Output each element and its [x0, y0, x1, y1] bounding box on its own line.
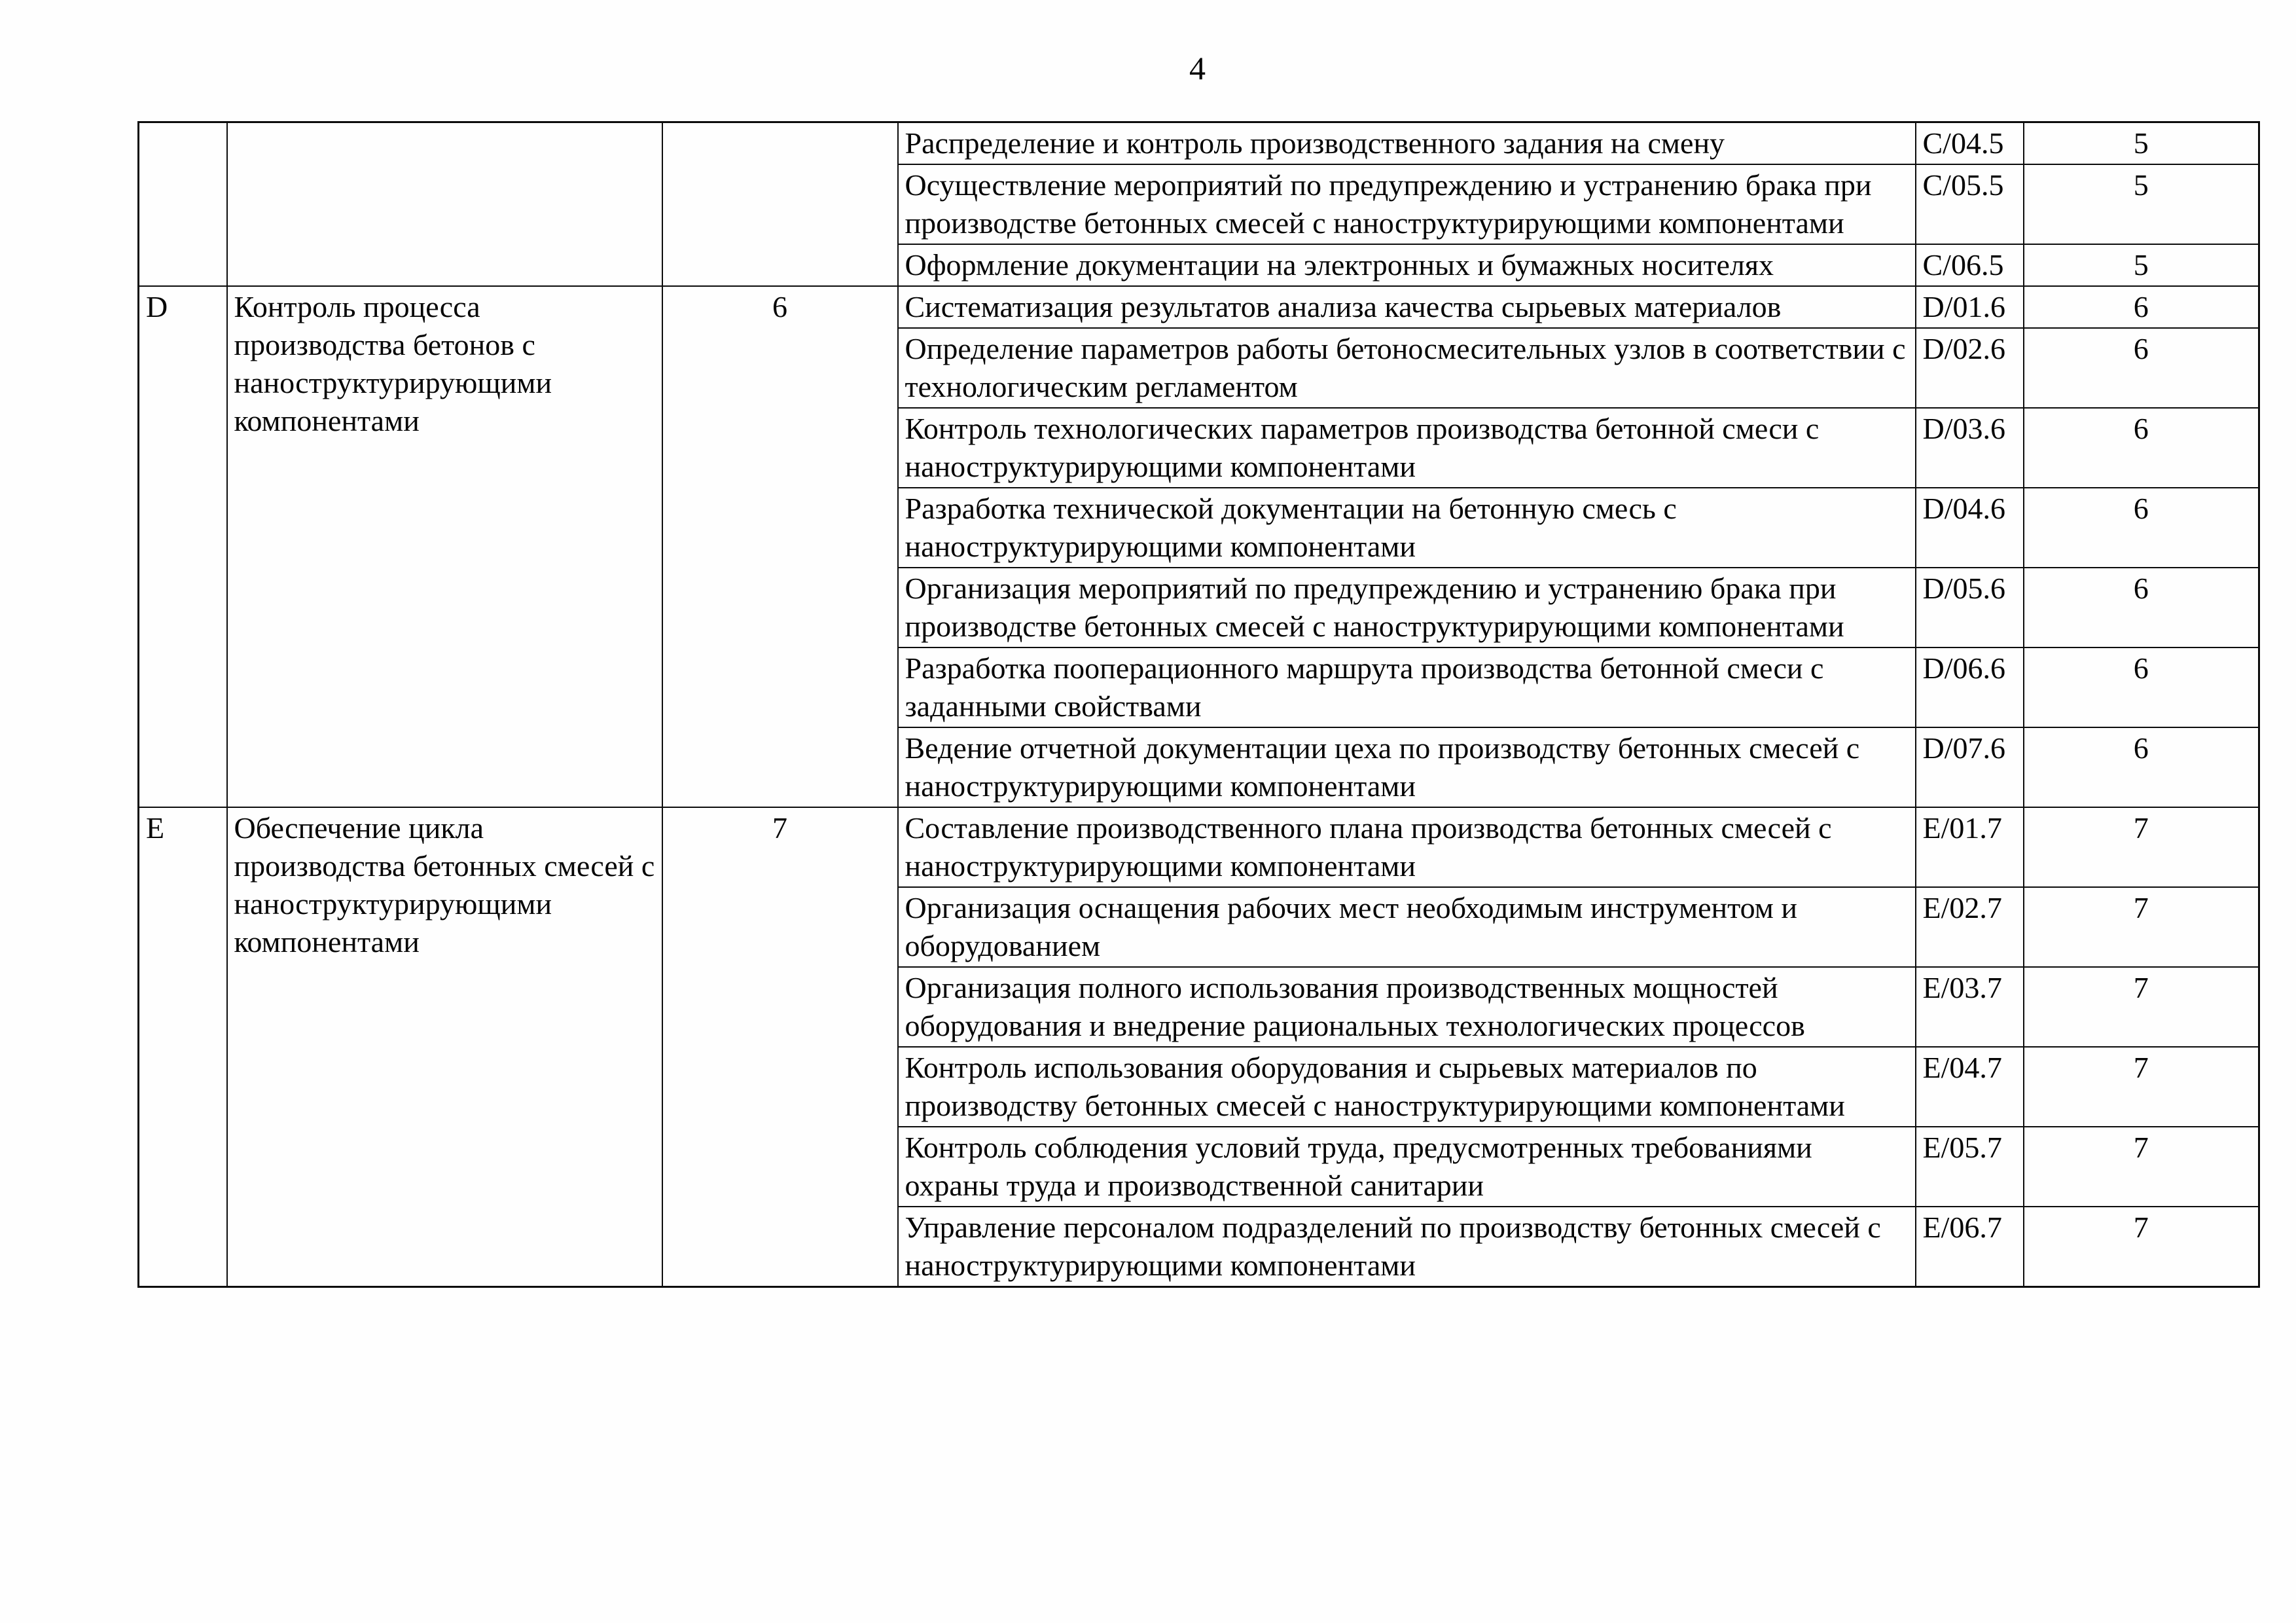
- function-code: D/01.6: [1916, 286, 2024, 328]
- function-name: Систематизация результатов анализа качества сырьевых материалов: [898, 286, 1916, 328]
- function-level: 7: [2024, 807, 2259, 887]
- function-code: E/04.7: [1916, 1047, 2024, 1127]
- function-level: 6: [2024, 647, 2259, 727]
- function-code: D/02.6: [1916, 328, 2024, 408]
- function-code: E/02.7: [1916, 887, 2024, 967]
- generalized-function-level: 6: [662, 286, 898, 807]
- function-level: 5: [2024, 244, 2259, 286]
- function-name: Организация оснащения рабочих мест необходимым инструментом и оборудованием: [898, 887, 1916, 967]
- function-name: Контроль соблюдения условий труда, предусмотренных требованиями охраны труда и производственной санитарии: [898, 1127, 1916, 1207]
- function-level: 6: [2024, 568, 2259, 647]
- function-level: 5: [2024, 164, 2259, 244]
- function-code: C/06.5: [1916, 244, 2024, 286]
- function-code: D/06.6: [1916, 647, 2024, 727]
- function-level: 5: [2024, 122, 2259, 165]
- function-level: 7: [2024, 1207, 2259, 1287]
- labor-functions-table: [137, 121, 2260, 1288]
- page-number: 4: [1189, 50, 1206, 86]
- function-name: Оформление документации на электронных и бумажных носителях: [898, 244, 1916, 286]
- function-code: D/04.6: [1916, 488, 2024, 568]
- table-row: [139, 807, 2259, 887]
- function-code: E/05.7: [1916, 1127, 2024, 1207]
- function-level: 6: [2024, 727, 2259, 807]
- function-name: Разработка технической документации на бетонную смесь с наноструктурирующими компонентами: [898, 488, 1916, 568]
- function-level: 7: [2024, 1047, 2259, 1127]
- generalized-function-letter: D: [139, 286, 227, 807]
- function-level: 7: [2024, 887, 2259, 967]
- function-name: Организация полного использования производственных мощностей оборудования и внедрение рациональных технологических процессов: [898, 967, 1916, 1047]
- function-code: D/03.6: [1916, 408, 2024, 488]
- table-row: [139, 122, 2259, 165]
- table-row: [139, 286, 2259, 328]
- function-name: Организация мероприятий по предупреждению и устранению брака при производстве бетонных смесей с наноструктурирующими компонентами: [898, 568, 1916, 647]
- function-name: Управление персоналом подразделений по производству бетонных смесей с наноструктурирующими компонентами: [898, 1207, 1916, 1287]
- function-name: Определение параметров работы бетоносмесительных узлов в соответствии с технологическим регламентом: [898, 328, 1916, 408]
- function-code: D/05.6: [1916, 568, 2024, 647]
- function-name: Распределение и контроль производственного задания на смену: [898, 122, 1916, 165]
- generalized-function-letter: [139, 122, 227, 287]
- function-name: Разработка пооперационного маршрута производства бетонной смеси с заданными свойствами: [898, 647, 1916, 727]
- function-level: 6: [2024, 408, 2259, 488]
- function-code: C/04.5: [1916, 122, 2024, 165]
- function-name: Контроль использования оборудования и сырьевых материалов по производству бетонных смесей с наноструктурирующими компонентами: [898, 1047, 1916, 1127]
- generalized-function-letter: E: [139, 807, 227, 1287]
- function-code: C/05.5: [1916, 164, 2024, 244]
- function-level: 6: [2024, 328, 2259, 408]
- function-level: 6: [2024, 488, 2259, 568]
- function-level: 7: [2024, 967, 2259, 1047]
- function-code: E/06.7: [1916, 1207, 2024, 1287]
- generalized-function-title: Контроль процесса производства бетонов с наноструктурирующими компонентами: [227, 286, 662, 807]
- function-name: Осуществление мероприятий по предупреждению и устранению брака при производстве бетонных смесей с наноструктурирующими компонентами: [898, 164, 1916, 244]
- function-level: 7: [2024, 1127, 2259, 1207]
- function-code: E/03.7: [1916, 967, 2024, 1047]
- function-name: Контроль технологических параметров производства бетонной смеси с наноструктурирующими компонентами: [898, 408, 1916, 488]
- function-name: Составление производственного плана производства бетонных смесей с наноструктурирующими компонентами: [898, 807, 1916, 887]
- generalized-function-title: [227, 122, 662, 287]
- function-code: E/01.7: [1916, 807, 2024, 887]
- function-code: D/07.6: [1916, 727, 2024, 807]
- function-level: 6: [2024, 286, 2259, 328]
- generalized-function-level: 7: [662, 807, 898, 1287]
- function-name: Ведение отчетной документации цеха по производству бетонных смесей с наноструктурирующими компонентами: [898, 727, 1916, 807]
- generalized-function-level: [662, 122, 898, 287]
- generalized-function-title: Обеспечение цикла производства бетонных смесей с наноструктурирующими компонентами: [227, 807, 662, 1287]
